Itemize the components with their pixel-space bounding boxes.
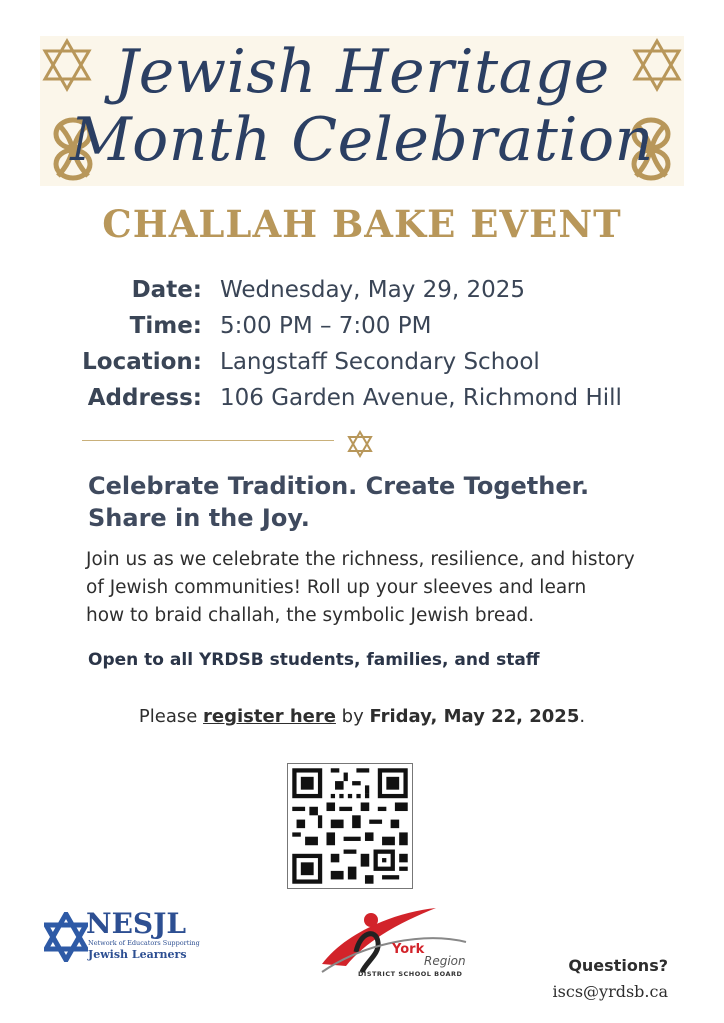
page-title-line2: Month Celebration	[70, 105, 654, 175]
detail-value: Langstaff Secondary School	[220, 349, 540, 375]
detail-value: Wednesday, May 29, 2025	[220, 277, 526, 303]
board-word: DISTRICT SCHOOL BOARD	[358, 970, 463, 978]
divider-line	[82, 440, 334, 441]
audience-note: Open to all YRDSB students, families, and staff	[88, 650, 540, 670]
nesjl-tagline2: Jewish Learners	[88, 948, 187, 961]
register-line	[0, 706, 724, 727]
qr-code[interactable]	[287, 763, 413, 889]
tagline-line2: Share in the Joy.	[88, 504, 310, 532]
yrdsb-logo	[316, 902, 476, 986]
detail-row-address	[40, 380, 680, 416]
tagline-line1: Celebrate Tradition. Create Together.	[88, 472, 590, 500]
page-title-line1: Jewish Heritage	[114, 37, 610, 107]
register-link[interactable]: register here	[203, 706, 336, 727]
register-deadline: Friday, May 22, 2025	[369, 706, 580, 727]
register-middle: by	[335, 706, 370, 727]
event-details	[40, 272, 680, 416]
detail-label: Location:	[82, 349, 202, 375]
detail-value: 106 Garden Avenue, Richmond Hill	[220, 385, 622, 411]
detail-label: Date:	[131, 277, 202, 303]
detail-label: Address:	[87, 385, 202, 411]
contact-email[interactable]: iscs@yrdsb.ca	[552, 982, 668, 1001]
detail-row-location	[40, 344, 680, 380]
tagline	[88, 470, 688, 534]
nesjl-logo	[44, 908, 244, 968]
questions-label: Questions?	[568, 956, 668, 975]
detail-row-date	[40, 272, 680, 308]
york-word: York	[392, 942, 425, 957]
region-word: Region	[424, 954, 466, 968]
event-description	[86, 546, 686, 630]
detail-label: Time:	[129, 313, 202, 339]
detail-value: 5:00 PM – 7:00 PM	[220, 313, 432, 339]
description-line3: how to braid challah, the symbolic Jewish bread.	[86, 605, 535, 626]
star-of-david-icon	[346, 430, 374, 458]
detail-row-time	[40, 308, 680, 344]
star-of-david-icon	[44, 912, 88, 962]
nesjl-name: NESJL	[86, 907, 187, 940]
description-line2: of Jewish communities! Roll up your sleeves and learn	[86, 577, 587, 598]
register-prefix: Please	[138, 706, 204, 727]
register-suffix: .	[579, 706, 586, 727]
event-subtitle: CHALLAH BAKE EVENT	[102, 202, 622, 246]
nesjl-tagline1: Network of Educators Supporting	[88, 939, 200, 947]
description-line1: Join us as we celebrate the richness, resilience, and history	[86, 549, 635, 570]
